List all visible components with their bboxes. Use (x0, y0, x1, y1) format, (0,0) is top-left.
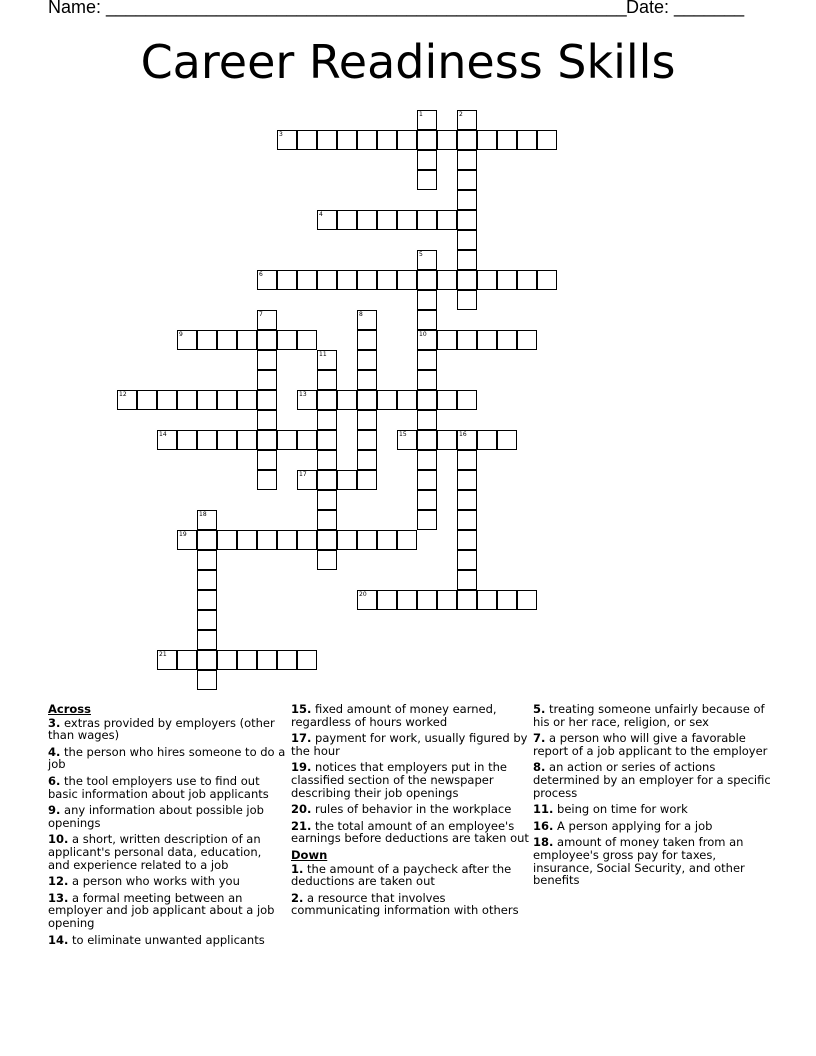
crossword-cell[interactable] (357, 590, 377, 610)
crossword-cell[interactable] (357, 390, 377, 410)
crossword-cell[interactable] (397, 390, 417, 410)
crossword-cell[interactable] (337, 270, 357, 290)
crossword-cell[interactable] (277, 130, 297, 150)
clue-down-16: 16. A person applying for a job (533, 818, 713, 833)
crossword-cell[interactable] (517, 130, 537, 150)
clue-across-19: 19. notices that employers put in the classified section of the newspaper describing their job openings (291, 760, 507, 800)
crossword-cell[interactable] (217, 390, 237, 410)
crossword-cell[interactable] (457, 330, 477, 350)
crossword-cell[interactable] (197, 670, 217, 690)
crossword-cell[interactable] (337, 390, 357, 410)
crossword-cell[interactable] (457, 270, 477, 290)
name-field-label: Name: ____________________________________________________ (48, 0, 627, 17)
crossword-cell[interactable] (297, 470, 317, 490)
clue-number: 6 (259, 271, 263, 278)
crossword-cell[interactable] (177, 330, 197, 350)
down-heading: Down (291, 847, 328, 862)
clue-across-14: 14. to eliminate unwanted applicants (48, 932, 265, 947)
crossword-cell[interactable] (137, 390, 157, 410)
crossword-cell[interactable] (357, 210, 377, 230)
crossword-cell[interactable] (417, 170, 437, 190)
clue-number: 1 (419, 111, 423, 118)
clue-across-9: 9. any information about possible job openings (48, 803, 264, 830)
crossword-cell[interactable] (457, 170, 477, 190)
clue-number: 2 (459, 111, 463, 118)
crossword-cell[interactable] (197, 390, 217, 410)
crossword-cell[interactable] (317, 470, 337, 490)
crossword-cell[interactable] (357, 410, 377, 430)
crossword-cell[interactable] (417, 110, 437, 130)
crossword-cell[interactable] (457, 250, 477, 270)
crossword-cell[interactable] (457, 590, 477, 610)
crossword-cell[interactable] (257, 270, 277, 290)
clue-across-3: 3. extras provided by employers (other than wages) (48, 715, 275, 743)
crossword-cell[interactable] (357, 470, 377, 490)
crossword-cell[interactable] (357, 530, 377, 550)
crossword-cell[interactable] (197, 550, 217, 570)
crossword-cell[interactable] (457, 290, 477, 310)
crossword-cell[interactable] (257, 390, 277, 410)
crossword-cell[interactable] (197, 530, 217, 550)
crossword-cell[interactable] (337, 210, 357, 230)
clue-down-7: 7. a person who will give a favorable report of a job applicant to the employer (533, 731, 768, 758)
crossword-cell[interactable] (297, 430, 317, 450)
crossword-cell[interactable] (317, 530, 337, 550)
clue-number: 15 (399, 431, 407, 438)
crossword-cell[interactable] (437, 270, 457, 290)
crossword-cell[interactable] (477, 130, 497, 150)
crossword-cell[interactable] (497, 430, 517, 450)
crossword-cell[interactable] (257, 310, 277, 330)
crossword-cell[interactable] (177, 430, 197, 450)
crossword-cell[interactable] (297, 650, 317, 670)
crossword-cell[interactable] (437, 130, 457, 150)
clue-across-13: 13. a formal meeting between an employer and job applicant about a job opening (48, 890, 275, 930)
crossword-cell[interactable] (197, 570, 217, 590)
crossword-cell[interactable] (317, 350, 337, 370)
clue-across-15: 15. fixed amount of money earned, regardless of hours worked (291, 702, 497, 729)
clue-number: 19 (179, 531, 187, 538)
crossword-cell[interactable] (457, 150, 477, 170)
crossword-cell[interactable] (497, 130, 517, 150)
crossword-cell[interactable] (437, 330, 457, 350)
page-title: Career Readiness Skills (140, 35, 676, 89)
crossword-cell[interactable] (357, 310, 377, 330)
crossword-cell[interactable] (257, 370, 277, 390)
crossword-cell[interactable] (357, 450, 377, 470)
crossword-cell[interactable] (177, 390, 197, 410)
clue-across-4: 4. the person who hires someone to do a job (48, 744, 286, 772)
crossword-cell[interactable] (357, 130, 377, 150)
clue-down-2: 2. a resource that involves communicating information with others (291, 890, 519, 918)
crossword-cell[interactable] (417, 470, 437, 490)
clue-number: 8 (359, 311, 363, 318)
crossword-cell[interactable] (297, 270, 317, 290)
crossword-cell[interactable] (477, 590, 497, 610)
crossword-cell[interactable] (517, 270, 537, 290)
crossword-cell[interactable] (417, 510, 437, 530)
crossword-cell[interactable] (377, 390, 397, 410)
crossword-cell[interactable] (537, 130, 557, 150)
crossword-cell[interactable] (457, 230, 477, 250)
crossword-cell[interactable] (457, 190, 477, 210)
across-heading: Across (48, 702, 91, 716)
crossword-cell[interactable] (317, 270, 337, 290)
crossword-cell[interactable] (157, 430, 177, 450)
crossword-cell[interactable] (117, 390, 137, 410)
clue-number: 9 (179, 331, 183, 338)
clue-number: 17 (299, 471, 307, 478)
crossword-cell[interactable] (417, 410, 437, 430)
crossword-cell[interactable] (237, 330, 257, 350)
crossword-cell[interactable] (437, 430, 457, 450)
crossword-cell[interactable] (377, 590, 397, 610)
crossword-cell[interactable] (517, 330, 537, 350)
clue-number: 10 (419, 331, 427, 338)
crossword-cell[interactable] (417, 430, 437, 450)
crossword-cell[interactable] (457, 210, 477, 230)
crossword-cell[interactable] (417, 250, 437, 270)
crossword-cell[interactable] (397, 270, 417, 290)
crossword-cell[interactable] (457, 130, 477, 150)
crossword-cell[interactable] (237, 650, 257, 670)
crossword-cell[interactable] (417, 330, 437, 350)
crossword-cell[interactable] (457, 110, 477, 130)
crossword-cell[interactable] (417, 270, 437, 290)
crossword-cell[interactable] (397, 130, 417, 150)
clue-number: 20 (359, 591, 367, 598)
crossword-cell[interactable] (377, 130, 397, 150)
crossword-cell[interactable] (357, 350, 377, 370)
crossword-cell[interactable] (277, 530, 297, 550)
clue-down-18: 18. amount of money taken from an employee's gross pay for taxes, insurance, Social Security, and other benefits (533, 835, 745, 888)
crossword-cell[interactable] (197, 630, 217, 650)
crossword-cell[interactable] (357, 430, 377, 450)
clue-number: 11 (319, 351, 327, 358)
crossword-cell[interactable] (197, 650, 217, 670)
crossword-cell[interactable] (257, 410, 277, 430)
date-field-label: Date: _______ (626, 0, 745, 17)
crossword-cell[interactable] (417, 210, 437, 230)
crossword-cell[interactable] (237, 430, 257, 450)
clue-column-2 (291, 703, 529, 921)
crossword-cell[interactable] (477, 430, 497, 450)
crossword-cell[interactable] (417, 350, 437, 370)
clue-across-20: 20. rules of behavior in the workplace (291, 802, 512, 817)
crossword-cell[interactable] (437, 590, 457, 610)
clue-number: 7 (259, 311, 263, 318)
crossword-cell[interactable] (297, 130, 317, 150)
crossword-cell[interactable] (497, 270, 517, 290)
crossword-cell[interactable] (417, 310, 437, 330)
crossword-cell[interactable] (317, 370, 337, 390)
crossword-cell[interactable] (397, 430, 417, 450)
crossword-cell[interactable] (357, 270, 377, 290)
crossword-cell[interactable] (457, 470, 477, 490)
crossword-cell[interactable] (257, 650, 277, 670)
crossword-cell[interactable] (197, 610, 217, 630)
clue-down-8: 8. an action or series of actions determined by an employer for a specific process (533, 760, 771, 800)
clue-number: 4 (319, 211, 323, 218)
crossword-cell[interactable] (257, 530, 277, 550)
crossword-cell[interactable] (437, 390, 457, 410)
crossword-cell[interactable] (457, 450, 477, 470)
crossword-cell[interactable] (277, 270, 297, 290)
crossword-cell[interactable] (297, 390, 317, 410)
clue-across-6: 6. the tool employers use to find out basic information about job applicants (48, 773, 269, 801)
crossword-cell[interactable] (257, 450, 277, 470)
crossword-cell[interactable] (337, 130, 357, 150)
crossword-cell[interactable] (397, 210, 417, 230)
crossword-cell[interactable] (417, 450, 437, 470)
crossword-cell[interactable] (317, 510, 337, 530)
clue-across-10: 10. a short, written description of an applicant's personal data, education, and experience related to a job (48, 832, 262, 872)
crossword-cell[interactable] (177, 650, 197, 670)
clue-across-21: 21. the total amount of an employee's earnings before deductions are taken out (291, 818, 529, 846)
crossword-cell[interactable] (237, 390, 257, 410)
crossword-cell[interactable] (497, 590, 517, 610)
crossword-cell[interactable] (357, 330, 377, 350)
clue-number: 18 (199, 511, 207, 518)
crossword-cell[interactable] (317, 210, 337, 230)
crossword-cell[interactable] (217, 330, 237, 350)
crossword-cell[interactable] (497, 330, 517, 350)
crossword-cell[interactable] (257, 470, 277, 490)
clue-number: 21 (159, 651, 167, 658)
crossword-cell[interactable] (357, 370, 377, 390)
crossword-cell[interactable] (317, 450, 337, 470)
crossword-cell[interactable] (417, 130, 437, 150)
clue-number: 14 (159, 431, 167, 438)
crossword-cell[interactable] (477, 270, 497, 290)
crossword-cell[interactable] (337, 530, 357, 550)
crossword-cell[interactable] (217, 650, 237, 670)
crossword-cell[interactable] (277, 330, 297, 350)
crossword-cell[interactable] (257, 330, 277, 350)
clue-column-1 (48, 703, 286, 950)
crossword-cell[interactable] (377, 210, 397, 230)
crossword-cell[interactable] (317, 410, 337, 430)
crossword-cell[interactable] (417, 590, 437, 610)
clue-number: 13 (299, 391, 307, 398)
crossword-cell[interactable] (157, 650, 177, 670)
crossword-cell[interactable] (457, 390, 477, 410)
crossword-cell[interactable] (297, 530, 317, 550)
crossword-cell[interactable] (277, 650, 297, 670)
clue-number: 12 (119, 391, 127, 398)
clue-column-3 (533, 703, 771, 891)
clue-across-17: 17. payment for work, usually figured by the hour (291, 731, 528, 758)
crossword-cell[interactable] (457, 490, 477, 510)
crossword-cell[interactable] (377, 270, 397, 290)
crossword-cell[interactable] (257, 350, 277, 370)
clue-across-12: 12. a person who works with you (48, 874, 240, 889)
crossword-cell[interactable] (377, 530, 397, 550)
crossword-cell[interactable] (297, 330, 317, 350)
clue-down-1: 1. the amount of a paycheck after the deductions are taken out (291, 861, 512, 889)
crossword-cell[interactable] (537, 270, 557, 290)
crossword-cell[interactable] (417, 370, 437, 390)
crossword-cell[interactable] (417, 290, 437, 310)
crossword-cell[interactable] (317, 390, 337, 410)
clue-down-11: 11. being on time for work (533, 802, 688, 817)
crossword-cell[interactable] (437, 210, 457, 230)
crossword-cell[interactable] (197, 330, 217, 350)
crossword-cell[interactable] (197, 510, 217, 530)
crossword-cell[interactable] (397, 530, 417, 550)
crossword-cell[interactable] (317, 550, 337, 570)
crossword-cell[interactable] (317, 430, 337, 450)
crossword-cell[interactable] (457, 550, 477, 570)
crossword-cell[interactable] (217, 430, 237, 450)
crossword-cell[interactable] (417, 150, 437, 170)
clue-down-5: 5. treating someone unfairly because of his or her race, religion, or sex (533, 702, 765, 729)
crossword-cell[interactable] (317, 130, 337, 150)
clue-number: 3 (279, 131, 283, 138)
crossword-cell[interactable] (457, 530, 477, 550)
crossword-cell[interactable] (457, 430, 477, 450)
crossword-cell[interactable] (317, 490, 337, 510)
crossword-cell[interactable] (237, 530, 257, 550)
crossword-cell[interactable] (257, 430, 277, 450)
crossword-cell[interactable] (417, 390, 437, 410)
crossword-cell[interactable] (217, 530, 237, 550)
crossword-cell[interactable] (177, 530, 197, 550)
crossword-cell[interactable] (197, 430, 217, 450)
crossword-cell[interactable] (277, 430, 297, 450)
clue-number: 5 (419, 251, 423, 258)
crossword-cell[interactable] (517, 590, 537, 610)
crossword-cell[interactable] (457, 510, 477, 530)
clue-number: 16 (459, 431, 467, 438)
crossword-cell[interactable] (417, 490, 437, 510)
crossword-cell[interactable] (337, 470, 357, 490)
crossword-cell[interactable] (457, 570, 477, 590)
crossword-cell[interactable] (477, 330, 497, 350)
crossword-cell[interactable] (197, 590, 217, 610)
crossword-cell[interactable] (157, 390, 177, 410)
crossword-cell[interactable] (397, 590, 417, 610)
